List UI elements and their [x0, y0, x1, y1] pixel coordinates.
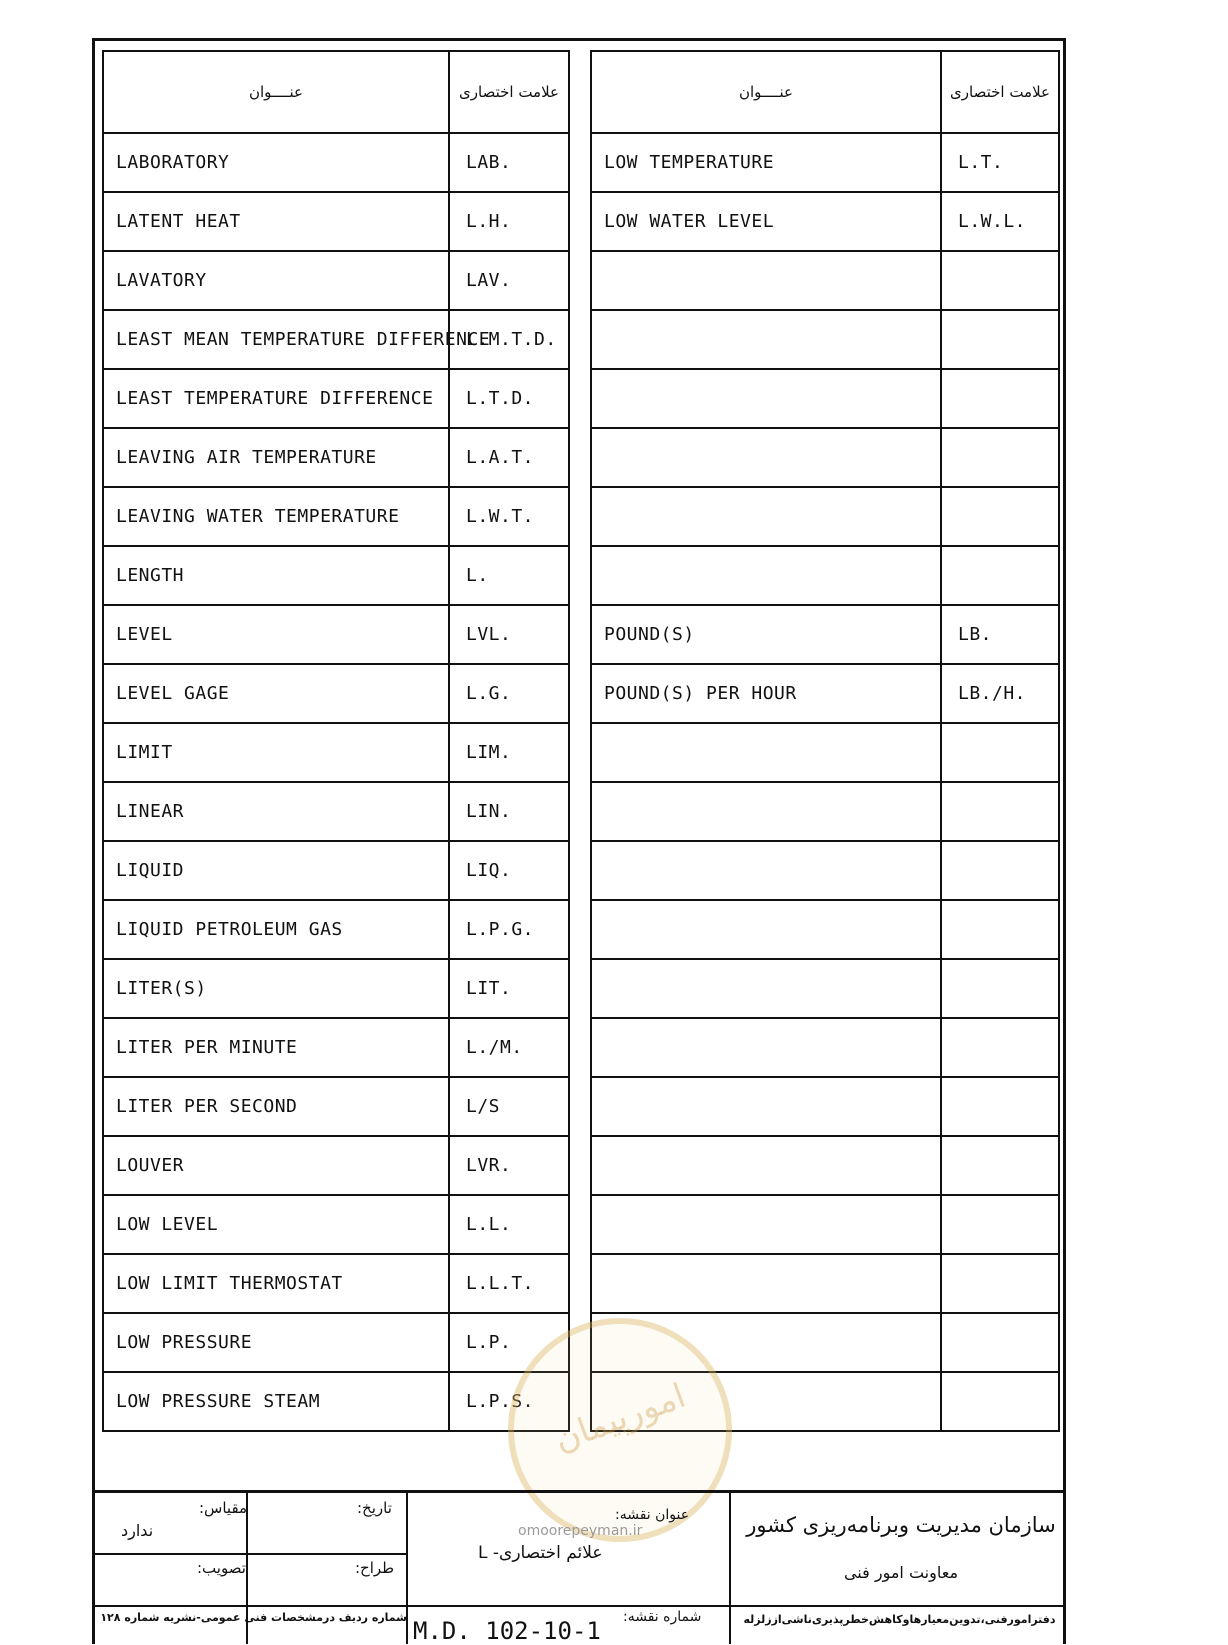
table-row [591, 546, 1059, 605]
row-title: LIQUID [103, 841, 449, 900]
table-row [591, 369, 1059, 428]
abbreviations-table-right [590, 50, 1060, 1432]
table-row [591, 1195, 1059, 1254]
row-title: LIQUID PETROLEUM GAS [103, 900, 449, 959]
row-abbreviation: LIM. [449, 723, 569, 782]
row-title [591, 546, 941, 605]
row-abbreviation: LIN. [449, 782, 569, 841]
watermark-logo-text: امورپیمان [549, 1375, 691, 1461]
header-title: عنــــوان [591, 51, 941, 133]
row-abbreviation [941, 1372, 1059, 1431]
row-abbreviation: LB. [941, 605, 1059, 664]
row-title: LEVEL [103, 605, 449, 664]
table-row [103, 1018, 569, 1077]
table-row [591, 1254, 1059, 1313]
row-abbreviation: L/S [449, 1077, 569, 1136]
table-row [103, 900, 569, 959]
divider [95, 1553, 408, 1555]
row-abbreviation: L.M.T.D. [449, 310, 569, 369]
row-title: LINEAR [103, 782, 449, 841]
row-abbreviation: L.P.S. [449, 1372, 569, 1431]
table-row [591, 782, 1059, 841]
table-row [591, 959, 1059, 1018]
table-row [591, 1136, 1059, 1195]
row-title [591, 1136, 941, 1195]
row-title [591, 782, 941, 841]
office-name: دفترامورفنی،تدوین‌معیارهاوکاهش‌خطرپذیری‌ناشی‌اززلزله [743, 1613, 1056, 1626]
row-abbreviation: L.L.T. [449, 1254, 569, 1313]
row-abbreviation: LVR. [449, 1136, 569, 1195]
table-row [103, 841, 569, 900]
row-abbreviation: L.W.L. [941, 192, 1059, 251]
row-title: LOW LIMIT THERMOSTAT [103, 1254, 449, 1313]
row-title: LEAST TEMPERATURE DIFFERENCE [103, 369, 449, 428]
table-row [591, 1077, 1059, 1136]
row-abbreviation [941, 900, 1059, 959]
row-abbreviation: LAB. [449, 133, 569, 192]
row-abbreviation: LVL. [449, 605, 569, 664]
row-abbreviation [941, 1313, 1059, 1372]
row-abbreviation [941, 428, 1059, 487]
row-title [591, 723, 941, 782]
header-abbreviation: علامت اختصاری [449, 51, 569, 133]
drawing-title: علائم اختصاری- L [478, 1543, 603, 1563]
drawing-title-label: عنوان نقشه: [615, 1507, 690, 1523]
table-row [103, 1372, 569, 1431]
table-row [591, 192, 1059, 251]
row-title [591, 1018, 941, 1077]
row-abbreviation [941, 959, 1059, 1018]
scale-value: ندارد [121, 1521, 154, 1540]
row-title: LEVEL GAGE [103, 664, 449, 723]
row-abbreviation: L.A.T. [449, 428, 569, 487]
row-title: LENGTH [103, 546, 449, 605]
row-abbreviation: LB./H. [941, 664, 1059, 723]
watermark-url: omoorepeyman.ir [518, 1523, 643, 1539]
row-title: LATENT HEAT [103, 192, 449, 251]
table-row [103, 546, 569, 605]
row-title [591, 1313, 941, 1372]
spec-reference: شماره ردیف درمشخصات فنی عمومی-نشریه شماره ۱۲۸ [100, 1611, 407, 1624]
row-title [591, 1077, 941, 1136]
row-abbreviation: L. [449, 546, 569, 605]
row-abbreviation: LAV. [449, 251, 569, 310]
row-title: LOW TEMPERATURE [591, 133, 941, 192]
row-title: LEAVING WATER TEMPERATURE [103, 487, 449, 546]
row-abbreviation: L.T.D. [449, 369, 569, 428]
row-title: LOUVER [103, 1136, 449, 1195]
row-title [591, 900, 941, 959]
row-title: LITER(S) [103, 959, 449, 1018]
row-title: LOW WATER LEVEL [591, 192, 941, 251]
row-title: POUND(S) [591, 605, 941, 664]
row-title: LAVATORY [103, 251, 449, 310]
table-row [103, 782, 569, 841]
scale-label: مقیاس: [199, 1499, 248, 1517]
row-title: LITER PER SECOND [103, 1077, 449, 1136]
row-abbreviation: L./M. [449, 1018, 569, 1077]
divider [731, 1605, 1066, 1607]
row-abbreviation [941, 1077, 1059, 1136]
table-row [103, 723, 569, 782]
table-row [103, 664, 569, 723]
row-abbreviation [941, 251, 1059, 310]
row-title [591, 1195, 941, 1254]
row-title [591, 1254, 941, 1313]
row-title [591, 1372, 941, 1431]
row-title [591, 841, 941, 900]
row-title [591, 428, 941, 487]
table-row [103, 133, 569, 192]
row-abbreviation: L.W.T. [449, 487, 569, 546]
row-abbreviation: L.L. [449, 1195, 569, 1254]
row-abbreviation: L.P. [449, 1313, 569, 1372]
divider [95, 1605, 408, 1607]
table-row [591, 723, 1059, 782]
drawing-number-label: شماره نقشه: [623, 1609, 702, 1625]
row-abbreviation: LIT. [449, 959, 569, 1018]
row-abbreviation: L.P.G. [449, 900, 569, 959]
table-header [591, 51, 1059, 133]
row-abbreviation [941, 841, 1059, 900]
table-row [103, 487, 569, 546]
title-block [92, 1490, 1066, 1644]
table-row [591, 605, 1059, 664]
table-row [103, 1136, 569, 1195]
header-title: عنــــوان [103, 51, 449, 133]
table-row [103, 310, 569, 369]
row-title: LEAVING AIR TEMPERATURE [103, 428, 449, 487]
drawing-number: M.D. 102-10-1 [413, 1617, 601, 1645]
row-title: LOW PRESSURE STEAM [103, 1372, 449, 1431]
row-abbreviation [941, 723, 1059, 782]
designer-label: طراح: [355, 1559, 395, 1577]
row-abbreviation [941, 1018, 1059, 1077]
table-row [103, 1077, 569, 1136]
table-row [103, 605, 569, 664]
table-row [591, 133, 1059, 192]
row-abbreviation: LIQ. [449, 841, 569, 900]
row-abbreviation: L.G. [449, 664, 569, 723]
row-title: LEAST MEAN TEMPERATURE DIFFERENCE [103, 310, 449, 369]
table-row [591, 310, 1059, 369]
row-title: LITER PER MINUTE [103, 1018, 449, 1077]
table-row [591, 428, 1059, 487]
table-row [591, 1372, 1059, 1431]
row-abbreviation [941, 310, 1059, 369]
header-abbreviation: علامت اختصاری [941, 51, 1059, 133]
row-title [591, 959, 941, 1018]
table-row [103, 959, 569, 1018]
row-abbreviation [941, 1254, 1059, 1313]
table-row [103, 369, 569, 428]
row-abbreviation [941, 1195, 1059, 1254]
organization-name: سازمان مدیریت وبرنامه‌ریزی کشور [746, 1513, 1056, 1537]
row-title [591, 369, 941, 428]
table-row [591, 1313, 1059, 1372]
row-title [591, 487, 941, 546]
row-title: LABORATORY [103, 133, 449, 192]
row-abbreviation [941, 782, 1059, 841]
table-row [103, 192, 569, 251]
row-title: POUND(S) PER HOUR [591, 664, 941, 723]
row-abbreviation [941, 487, 1059, 546]
row-abbreviation [941, 1136, 1059, 1195]
table-row [103, 251, 569, 310]
abbreviations-table-left [102, 50, 570, 1432]
table-row [591, 841, 1059, 900]
table-row [591, 900, 1059, 959]
row-title: LOW PRESSURE [103, 1313, 449, 1372]
deputy-name: معاونت امور فنی [843, 1563, 959, 1582]
row-abbreviation [941, 546, 1059, 605]
row-abbreviation: L.H. [449, 192, 569, 251]
table-row [103, 1254, 569, 1313]
row-abbreviation [941, 369, 1059, 428]
table-row [591, 664, 1059, 723]
table-header [103, 51, 569, 133]
row-title [591, 310, 941, 369]
row-title: LIMIT [103, 723, 449, 782]
table-row [591, 251, 1059, 310]
table-row [591, 1018, 1059, 1077]
approval-label: تصویب: [197, 1559, 246, 1577]
row-title [591, 251, 941, 310]
date-label: تاریخ: [357, 1499, 392, 1517]
table-row [103, 1313, 569, 1372]
row-title: LOW LEVEL [103, 1195, 449, 1254]
table-row [103, 428, 569, 487]
divider [408, 1605, 731, 1607]
table-row [591, 487, 1059, 546]
table-row [103, 1195, 569, 1254]
row-abbreviation: L.T. [941, 133, 1059, 192]
